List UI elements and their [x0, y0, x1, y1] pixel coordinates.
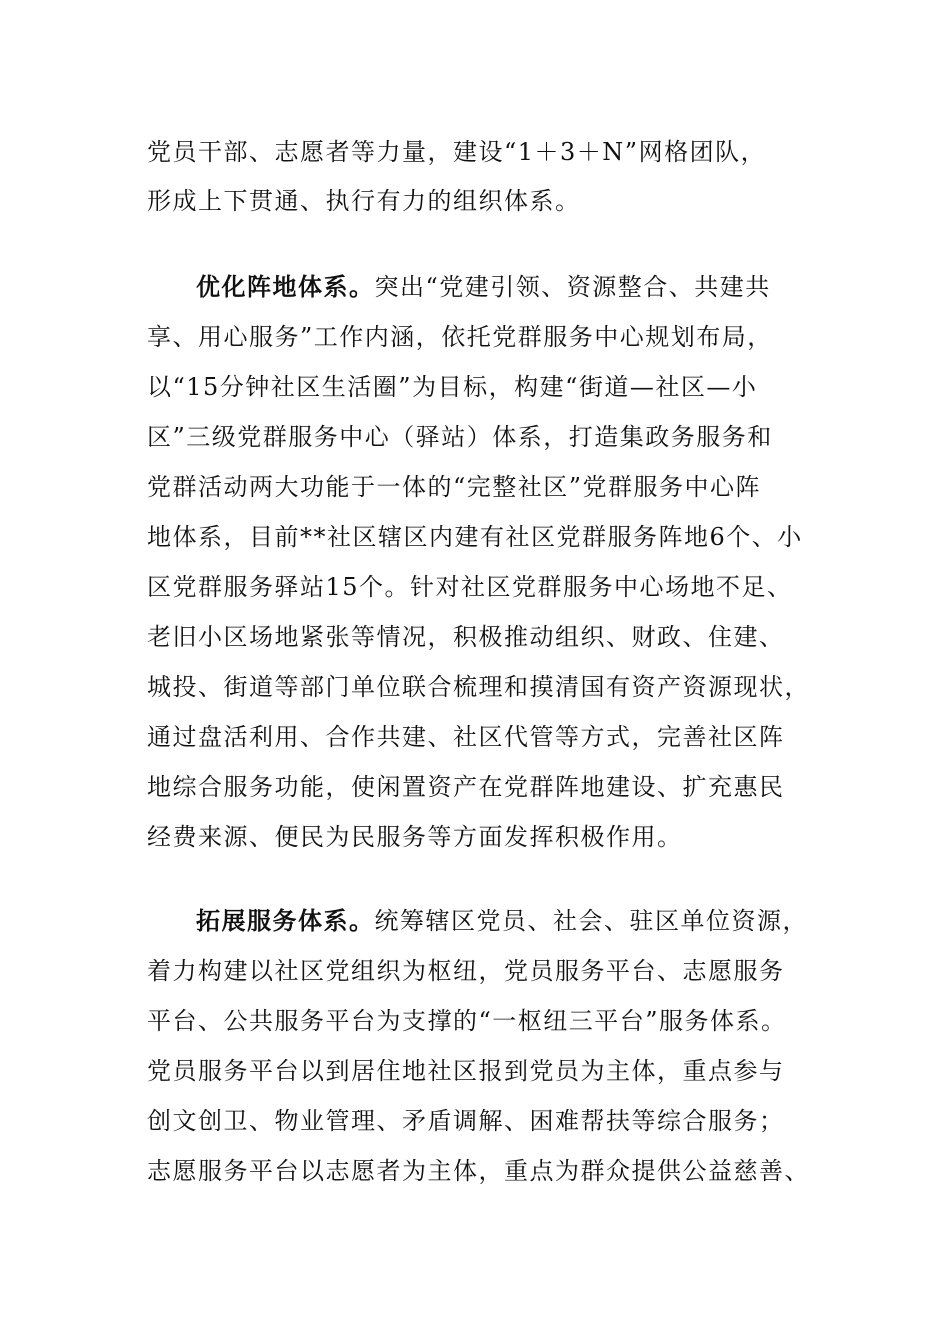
- paragraph-2-line-1: [196, 272, 771, 302]
- paragraph-3-line-2: 着力构建以社区党组织为枢纽，党员服务平台、志愿服务: [147, 957, 785, 985]
- paragraph-2-line-3: 以“15分钟社区生活圈”为目标，构建“街道—社区—小: [147, 373, 758, 401]
- paragraph-3-line-1: [196, 906, 808, 936]
- paragraph-2-line-1-text: 突出“党建引领、资源整合、共建共: [374, 273, 771, 301]
- paragraph-3-line-6: 志愿服务平台以志愿者为主体，重点为群众提供公益慈善、: [147, 1157, 810, 1185]
- paragraph-3-heading: 拓展服务体系。: [196, 906, 375, 935]
- paragraph-2-line-10: 通过盘活利用、合作共建、社区代管等方式，完善社区阵: [147, 723, 785, 751]
- paragraph-3-line-3: 平台、公共服务平台为支撑的“一枢纽三平台”服务体系。: [147, 1007, 787, 1035]
- paragraph-2-line-5: 党群活动两大功能于一体的“完整社区”党群服务中心阵: [147, 473, 762, 501]
- paragraph-3-line-5: 创文创卫、物业管理、矛盾调解、困难帮扶等综合服务；: [147, 1107, 785, 1135]
- paragraph-2-line-2: 享、用心服务”工作内涵，依托党群服务中心规划布局，: [147, 323, 773, 351]
- paragraph-3-line-1-text: 统筹辖区党员、社会、驻区单位资源，: [374, 907, 808, 935]
- paragraph-2-line-4: 区”三级党群服务中心（驿站）体系，打造集政务服务和: [147, 423, 773, 451]
- paragraph-2-line-9: 城投、街道等部门单位联合梳理和摸清国有资产资源现状，: [147, 673, 810, 701]
- paragraph-2-line-6: 地体系，目前**社区辖区内建有社区党群服务阵地6个、小: [147, 523, 803, 551]
- paragraph-1-line-2: 形成上下贯通、执行有力的组织体系。: [147, 187, 581, 215]
- paragraph-2-line-7: 区党群服务驿站15个。针对社区党群服务中心场地不足、: [147, 573, 793, 601]
- paragraph-1-line-1: 党员干部、志愿者等力量，建设“1＋3＋N”网格团队，: [147, 138, 767, 166]
- paragraph-3-line-4: 党员服务平台以到居住地社区报到党员为主体，重点参与: [147, 1057, 785, 1085]
- paragraph-2-line-8: 老旧小区场地紧张等情况，积极推动组织、财政、住建、: [147, 623, 785, 651]
- paragraph-2-line-12: 经费来源、便民为民服务等方面发挥积极作用。: [147, 823, 683, 851]
- paragraph-2-line-11: 地综合服务功能，使闲置资产在党群阵地建设、扩充惠民: [147, 773, 785, 801]
- paragraph-2-heading: 优化阵地体系。: [196, 272, 375, 301]
